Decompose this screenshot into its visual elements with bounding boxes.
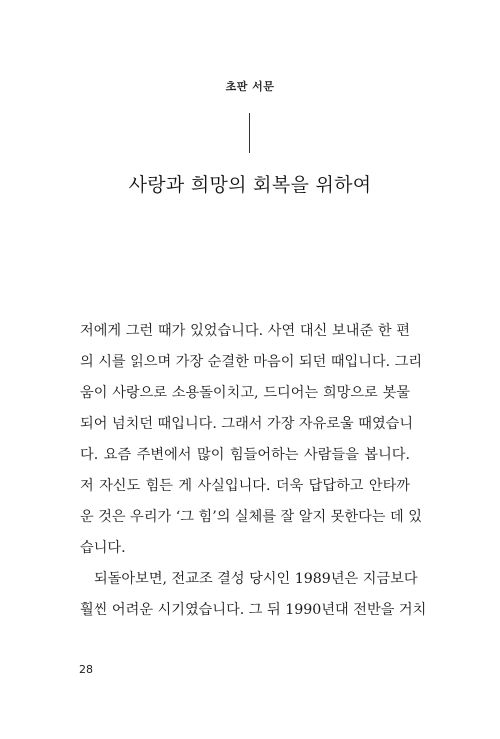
body-line: 습니다. [80,540,126,556]
body-line: 움이 사랑으로 소용돌이치고, 드디어는 희망으로 봇물 [80,385,410,401]
page-number: 28 [79,663,93,676]
body-line: 저 자신도 힘든 게 사실입니다. 더욱 답답하고 안타까 [80,478,410,494]
body-line: 되돌아보면, 전교조 결성 당시인 1989년은 지금보다 [94,571,418,587]
body-line: 훨씬 어려운 시기였습니다. 그 뒤 1990년대 전반을 거치 [80,602,427,618]
body-line: 저에게 그런 때가 있었습니다. 사연 대신 보내준 한 편 [80,323,410,339]
body-line: 운 것은 우리가 ‘그 힘’의 실체를 잘 알지 못한다는 데 있 [80,509,422,525]
section-label: 초판 서문 [225,80,275,93]
body-text [80,316,427,626]
vertical-divider [249,113,250,153]
body-line: 다. 요즘 주변에서 많이 힘들어하는 사람들을 봅니다. [80,447,410,463]
body-line: 의 시를 읽으며 가장 순결한 마음이 되던 때입니다. 그리 [80,354,423,370]
body-line: 되어 넘치던 때입니다. 그래서 가장 자유로울 때였습니 [80,416,414,432]
chapter-title: 사랑과 희망의 회복을 위하여 [128,174,372,196]
